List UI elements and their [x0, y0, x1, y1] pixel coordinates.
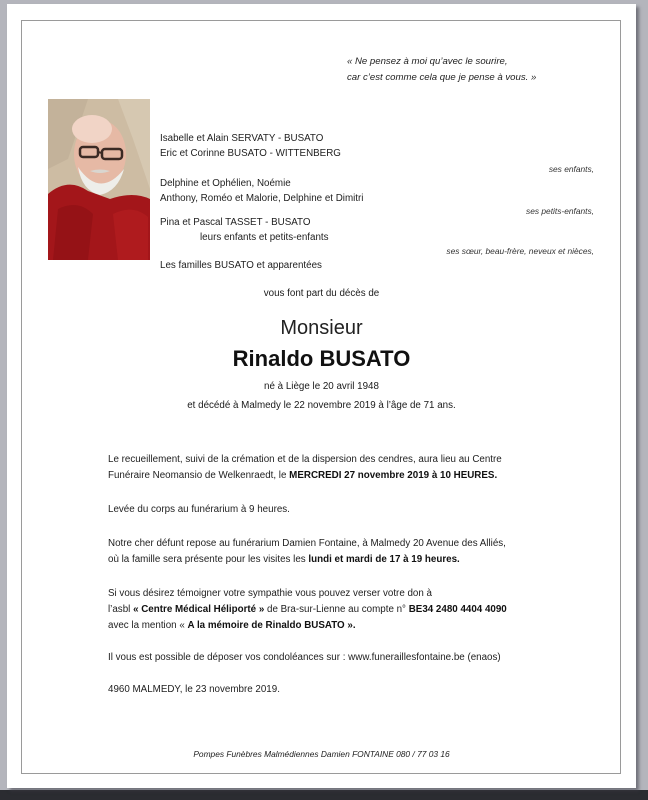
children-names — [160, 131, 341, 161]
charity-name: « Centre Médical Héliporté » — [133, 604, 265, 615]
ceremony-line-2 — [108, 468, 578, 484]
condolences-suffix: (enaos) — [464, 652, 501, 663]
condolences-paragraph — [108, 650, 578, 666]
deceased-photo — [48, 99, 150, 260]
child-line: Eric et Corinne BUSATO - WITTENBERG — [160, 148, 341, 159]
death-info: et décédé à Malmedy le 22 novembre 2019 à l’âge de 71 ans. — [187, 400, 456, 411]
funeral-home-footer: Pompes Funèbres Malmédiennes Damien FONTAINE 080 / 77 03 16 — [193, 749, 450, 759]
sister-role: ses sœur, beau-frère, neveux et nièces, — [446, 246, 594, 256]
children-role: ses enfants, — [548, 164, 594, 174]
mention-label: avec la mention « — [108, 620, 188, 631]
visits-text: où la famille sera présente pour les visites les — [108, 554, 309, 565]
birth-info: né à Liège le 20 avril 1948 — [264, 381, 379, 392]
grandchildren-role: ses petits-enfants, — [526, 206, 594, 216]
donation-line-1: Si vous désirez témoigner votre sympathie vous pouvez verser votre don à — [108, 588, 433, 599]
donation-paragraph — [108, 586, 578, 634]
window-bottom-bar — [0, 790, 648, 800]
deceased-name: Rinaldo BUSATO — [232, 346, 411, 371]
repose-line-1: Notre cher défunt repose au funérarium Damien Fontaine, à Malmedy 20 Avenue des Alliés, — [108, 538, 506, 549]
child-line: Isabelle et Alain SERVATY - BUSATO — [160, 133, 324, 144]
announcement-intro: vous font part du décès de — [263, 288, 380, 299]
donation-line-2 — [108, 602, 578, 618]
asbl-label: l’asbl — [108, 604, 134, 615]
place-date: 4960 MALMEDY, le 23 novembre 2019. — [108, 684, 280, 695]
condolences-website-link[interactable]: www.funeraillesfontaine.be — [348, 652, 465, 663]
repose-paragraph — [108, 536, 578, 568]
repose-line-2 — [108, 552, 578, 568]
grandchild-line: Anthony, Roméo et Malorie, Delphine et Dimitri — [160, 193, 364, 204]
epigraph-quote — [347, 54, 536, 86]
grandchildren-names — [160, 176, 363, 206]
ceremony-location: Funéraire Neomansio de Welkenraedt, le — [108, 470, 290, 481]
bank-account: BE34 2480 4404 4090 — [408, 604, 507, 615]
portrait-image — [48, 99, 150, 260]
donation-line-3 — [108, 618, 578, 634]
sister-subline: leurs enfants et petits-enfants — [200, 232, 329, 243]
visiting-hours: lundi et mardi de 17 à 19 heures. — [308, 554, 460, 565]
grandchild-line: Delphine et Ophélien, Noémie — [160, 178, 291, 189]
deceased-title: Monsieur — [280, 317, 363, 339]
quote-line-1: « Ne pensez à moi qu’avec le sourire, — [347, 56, 508, 67]
ceremony-datetime: MERCREDI 27 novembre 2019 à 10 HEURES. — [289, 470, 498, 481]
quote-line-2: car c’est comme cela que je pense à vous. » — [347, 72, 537, 83]
mention-close: ». — [344, 620, 356, 631]
donation-mention: A la mémoire de Rinaldo BUSATO — [187, 620, 345, 631]
account-label: de Bra-sur-Lienne au compte n° — [264, 604, 409, 615]
ceremony-line-1: Le recueillement, suivi de la crémation et de la dispersion des cendres, aura lieu au Centre — [108, 454, 502, 465]
families-line: Les familles BUSATO et apparentées — [160, 260, 322, 271]
levee-paragraph: Levée du corps au funérarium à 9 heures. — [108, 504, 290, 515]
condolences-text: Il vous est possible de déposer vos condoléances sur : — [108, 652, 349, 663]
obituary-page — [7, 4, 636, 788]
sister-name: Pina et Pascal TASSET - BUSATO — [160, 217, 311, 228]
ceremony-paragraph — [108, 452, 578, 484]
